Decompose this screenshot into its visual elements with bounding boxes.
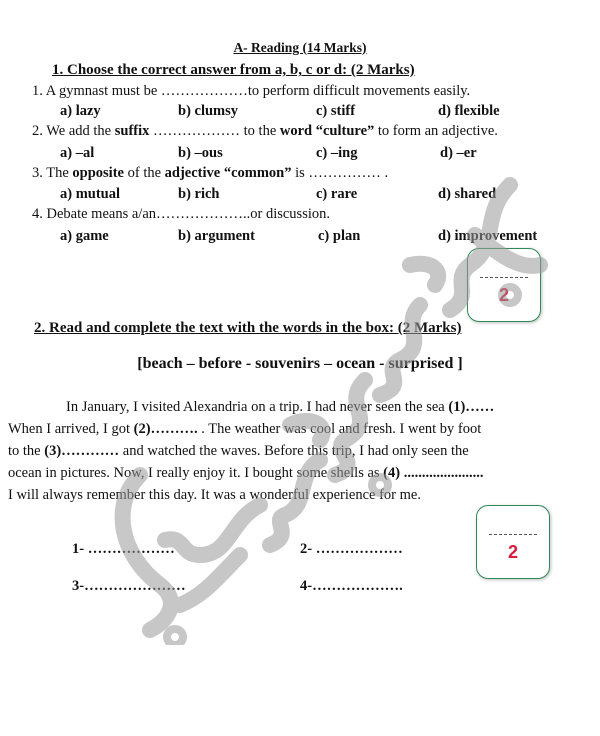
- score-blank-line: [480, 277, 528, 278]
- paragraph-line-2: [8, 421, 481, 438]
- section1-score: 2: [498, 285, 509, 305]
- score-blank-line: [489, 534, 537, 535]
- question-4: [32, 206, 330, 223]
- q4-option-b: b) argument: [178, 228, 255, 244]
- answer-3[interactable]: 3-…………………: [72, 578, 186, 594]
- q1-option-c: c) stiff: [316, 103, 356, 119]
- question-text-part: opposite: [72, 165, 124, 181]
- question-text-part: 2. We add the: [32, 123, 115, 139]
- question-text-part: word “culture”: [279, 123, 375, 139]
- question-text-part: of the: [123, 165, 165, 181]
- paragraph-text-part: (4) ......................: [383, 465, 484, 481]
- question-text-part: suffix: [114, 123, 150, 139]
- question-text-part: to form an adjective.: [374, 123, 498, 139]
- paragraph-text-part: I will always remember this day. It was a wonderful experience for me.: [8, 487, 421, 503]
- question-text-part: ……………… to the: [149, 123, 280, 139]
- paragraph-text-part: . The weather was cool and fresh. I went by foot: [197, 421, 482, 437]
- paragraph-text-part: to the: [8, 443, 45, 459]
- q1-option-a: a) lazy: [60, 103, 101, 119]
- q1-option-b: b) clumsy: [178, 103, 239, 119]
- q4-option-c: c) plan: [318, 228, 361, 244]
- question-text-part: is …………… .: [291, 165, 389, 181]
- paragraph-text-part: (2)……….: [133, 421, 198, 437]
- question-2: [32, 123, 498, 140]
- section2-score: 2: [507, 542, 518, 562]
- q2-option-a: a) –al: [60, 145, 95, 161]
- paragraph-line-3: [8, 443, 469, 460]
- q4-option-a: a) game: [60, 228, 109, 244]
- paragraph-text-part: ocean in pictures. Now, I really enjoy it. I bought some shells as: [8, 465, 384, 481]
- q3-option-a: a) mutual: [60, 186, 121, 202]
- answer-1[interactable]: 1- ………………: [72, 541, 175, 557]
- q3-option-b: b) rich: [178, 186, 220, 202]
- q2-option-d: d) –er: [440, 145, 477, 161]
- question-text-part: 4. Debate means a/an………………..or discussion.: [32, 206, 331, 222]
- paragraph-text-part: When I arrived, I got: [8, 421, 134, 437]
- q3-option-c: c) rare: [316, 186, 358, 202]
- section1-score-box: [467, 248, 541, 322]
- question-1: [32, 83, 470, 100]
- paragraph-text-part: and watched the waves. Before this trip, I had only seen the: [119, 443, 469, 459]
- question-3: [32, 165, 388, 182]
- answer-2[interactable]: 2- ………………: [300, 541, 403, 557]
- page-title: A- Reading (14 Marks): [233, 40, 367, 55]
- q4-option-d: d) improvement: [438, 228, 538, 244]
- paragraph-line-5: [8, 487, 421, 504]
- section2-score-box: [476, 505, 550, 579]
- q2-option-c: c) –ing: [316, 145, 358, 161]
- paragraph-text-part: (1)……: [448, 399, 495, 415]
- paragraph-text-part: (3)…………: [44, 443, 120, 459]
- section2-heading: 2. Read and complete the text with the words in the box: (2 Marks): [34, 320, 462, 336]
- answer-4[interactable]: 4-……………….: [300, 578, 403, 594]
- question-text-part: adjective “common”: [164, 165, 292, 181]
- word-box: [beach – before - souvenirs – ocean - surprised ]: [137, 355, 463, 372]
- q1-option-d: d) flexible: [438, 103, 500, 119]
- q3-option-d: d) shared: [438, 186, 497, 202]
- question-text-part: 3. The: [32, 165, 73, 181]
- question-text-part: 1. A gymnast must be ………………to perform difficult movements easily.: [32, 83, 471, 99]
- paragraph-line-4: [8, 465, 483, 482]
- paragraph-text-part: In January, I visited Alexandria on a trip. I had never seen the sea: [66, 399, 449, 415]
- q2-option-b: b) –ous: [178, 145, 223, 161]
- paragraph-line-1: [66, 399, 494, 416]
- section1-heading: 1. Choose the correct answer from a, b, c or d: (2 Marks): [52, 62, 415, 78]
